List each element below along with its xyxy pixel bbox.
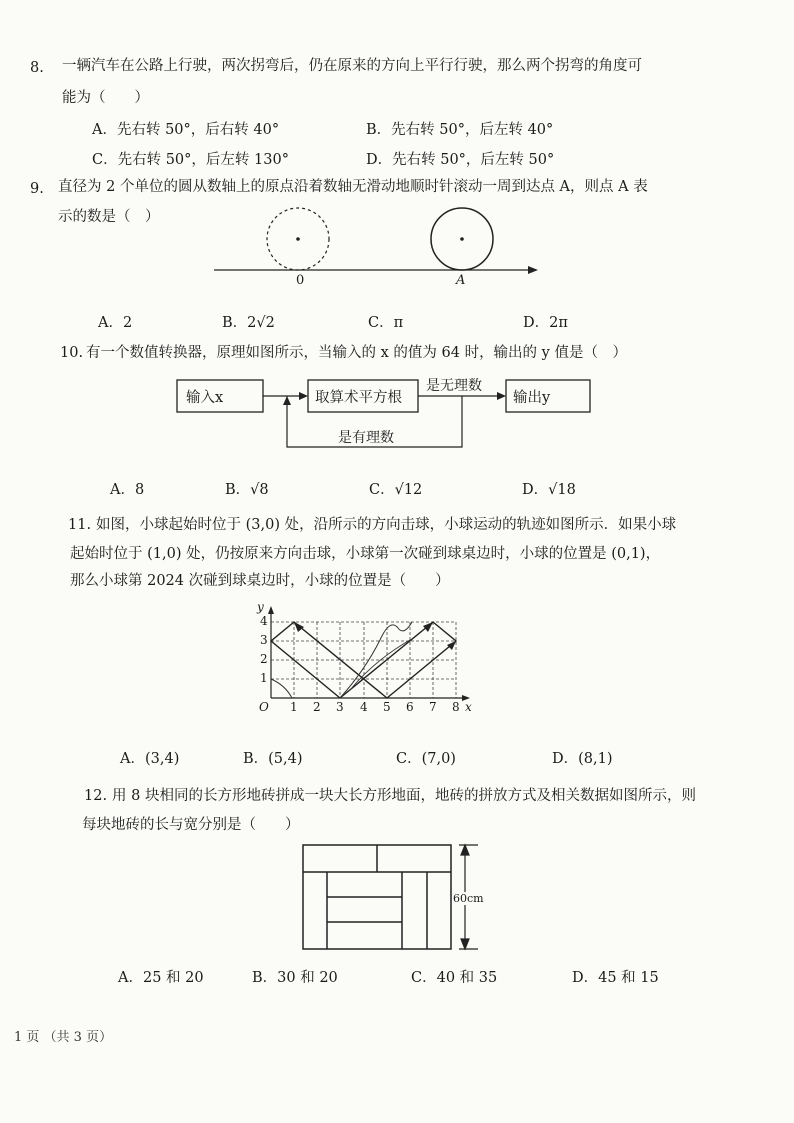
q11-y-tick-1: 1 — [260, 671, 268, 685]
q11-number: 11. — [68, 517, 92, 533]
q10-stem: 有一个数值转换器，原理如图所示，当输入的 x 的值为 64 时，输出的 y 值是（ ） — [86, 345, 627, 361]
q9-stem-line2: 示的数是（ ） — [58, 209, 160, 225]
q10-option-c: C．√12 — [369, 482, 423, 498]
q12-option-b: B．30 和 20 — [252, 970, 338, 986]
q9-option-c: C．π — [368, 315, 404, 331]
q8-stem-line2: 能为（ ） — [62, 90, 149, 106]
q12-dim-label: 60cm — [453, 892, 484, 905]
q10-input-label: 输入x — [186, 390, 224, 406]
q9-stem-line1: 直径为 2 个单位的圆从数轴上的原点沿着数轴无滑动地顺时针滚动一周到达点 A，则点 A 表 — [58, 179, 648, 195]
q11-x-tick-7: 7 — [429, 700, 437, 714]
q8-option-c: C．先右转 50°，后左转 130° — [92, 152, 289, 168]
q11-y-tick-2: 2 — [260, 652, 268, 666]
q12-stem-line2: 每块地砖的长与宽分别是（ ） — [82, 817, 300, 833]
q11-stem-line2: 起始时位于 (1,0) 处，仍按原来方向击球，小球第一次碰到球桌边时，小球的位置是 (0,1)， — [70, 546, 661, 562]
q10-irrational-label: 是无理数 — [426, 378, 482, 394]
q10-number: 10. — [60, 345, 84, 361]
q11-x-axis-label: x — [465, 700, 472, 714]
q12-option-c: C．40 和 35 — [411, 970, 498, 986]
q8-option-b: B．先右转 50°，后左转 40° — [366, 122, 554, 138]
q11-x-tick-1: 1 — [290, 700, 298, 714]
q11-x-tick-4: 4 — [360, 700, 368, 714]
q9-axis-label-a: A — [456, 273, 466, 288]
q12-number: 12. — [84, 788, 108, 804]
q11-y-tick-3: 3 — [260, 633, 268, 647]
q11-y-axis-label: y — [257, 600, 264, 614]
q11-origin-label: O — [259, 700, 269, 714]
q11-option-c: C．(7,0) — [396, 751, 456, 767]
q10-option-b: B．√8 — [225, 482, 269, 498]
q11-x-tick-3: 3 — [336, 700, 344, 714]
q9-axis-label-0: 0 — [296, 273, 305, 288]
q11-option-a: A．(3,4) — [120, 751, 180, 767]
q8-number: 8. — [30, 60, 44, 76]
q12-option-d: D．45 和 15 — [572, 970, 659, 986]
q8-option-d: D．先右转 50°，后左转 50° — [366, 152, 555, 168]
q12-option-a: A．25 和 20 — [118, 970, 204, 986]
q10-output-label: 输出y — [513, 390, 551, 406]
q11-stem-line3: 那么小球第 2024 次碰到球桌边时，小球的位置是（ ） — [70, 573, 450, 589]
q8-option-a: A．先右转 50°，后右转 40° — [92, 122, 280, 138]
q12-stem-line1: 用 8 块相同的长方形地砖拼成一块大长方形地面，地砖的拼放方式及相关数据如图所示，则 — [112, 788, 696, 804]
q9-option-b: B．2√2 — [222, 315, 275, 331]
q11-x-tick-6: 6 — [406, 700, 414, 714]
q10-option-a: A．8 — [110, 482, 145, 498]
q9-option-d: D．2π — [523, 315, 568, 331]
q11-x-tick-8: 8 — [452, 700, 460, 714]
q9-option-a: A．2 — [98, 315, 133, 331]
q11-stem-line1: 如图，小球起始时位于 (3,0) 处，沿所示的方向击球，小球运动的轨迹如图所示．如果小球 — [96, 517, 677, 533]
q11-y-tick-4: 4 — [260, 614, 268, 628]
page-footer: 1 页 （共 3 页） — [14, 1030, 113, 1045]
q11-x-tick-2: 2 — [313, 700, 321, 714]
q8-stem-line1: 一辆汽车在公路上行驶，两次拐弯后，仍在原来的方向上平行行驶，那么两个拐弯的角度可 — [62, 58, 642, 74]
q11-option-b: B．(5,4) — [243, 751, 303, 767]
q11-option-d: D．(8,1) — [552, 751, 613, 767]
q11-x-tick-5: 5 — [383, 700, 391, 714]
q10-rational-label: 是有理数 — [338, 430, 394, 446]
q10-process-label: 取算术平方根 — [315, 390, 402, 406]
q10-option-d: D．√18 — [522, 482, 576, 498]
q9-number: 9. — [30, 181, 44, 197]
